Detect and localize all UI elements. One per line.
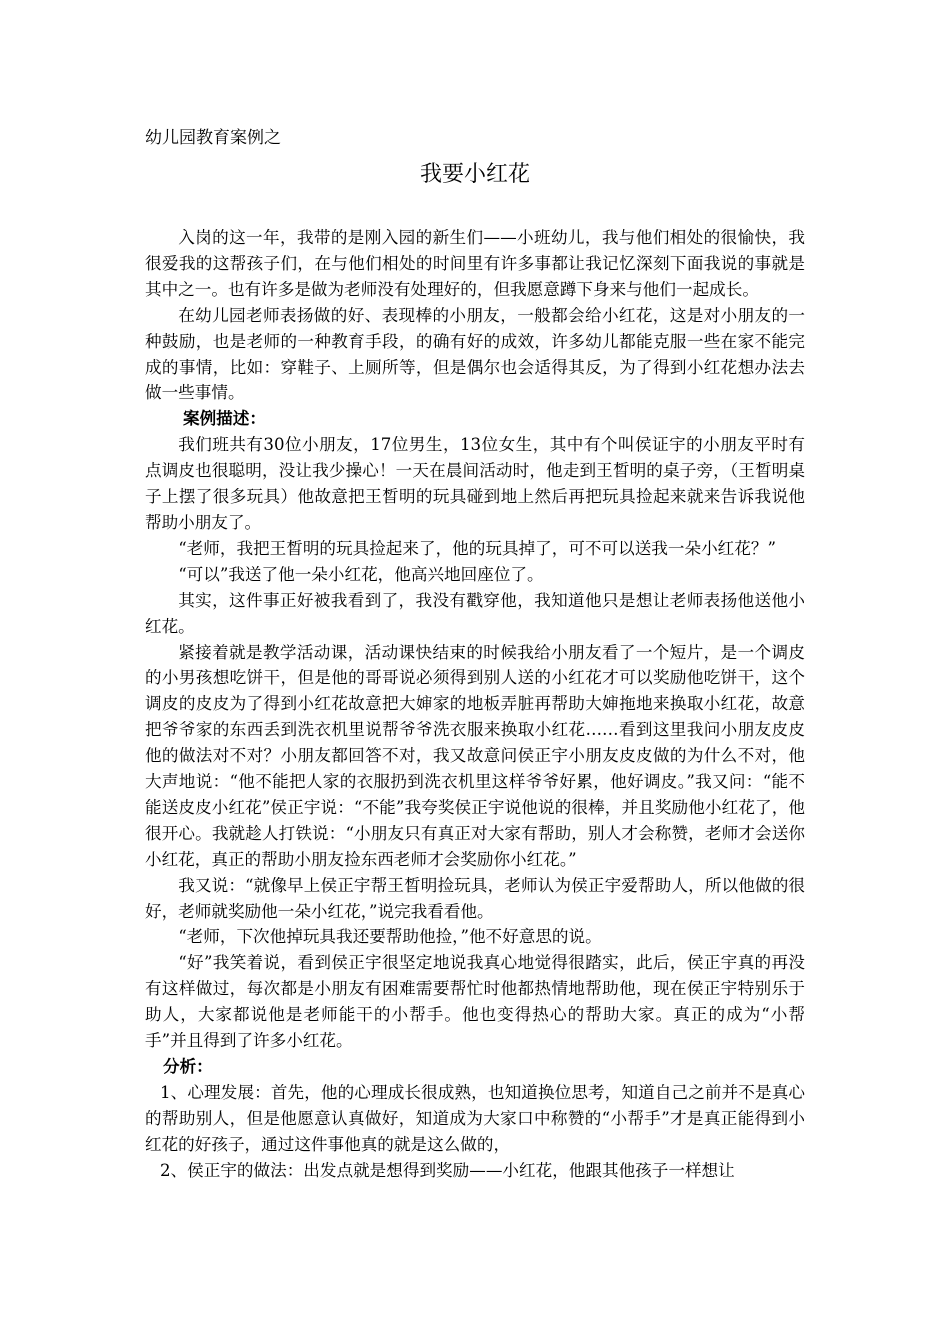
intro-paragraph: 入岗的这一年，我带的是刚入园的新生们——小班幼儿，我与他们相处的很愉快，我很爱我的这帮孩子们，在与他们相处的时间里有许多事都让我记忆深刻下面我说的事就是其中之一。也有许多是做为老师没有处理好的，但我愿意蹲下身来与他们一起成长。: [145, 228, 805, 299]
case-paragraph: 其实，这件事正好被我看到了，我没有戳穿他，我知道他只是想让老师表扬他送他小红花。: [145, 590, 805, 636]
case-paragraph: “老师，我把王晳明的玩具捡起来了，他的玩具掉了，可不可以送我一朵小红花？”: [178, 538, 776, 558]
series-label: 幼儿园教育案例之: [145, 128, 281, 148]
case-paragraph: 我又说：“就像早上侯正宇帮王晳明捡玩具，老师认为侯正宇爱帮助人，所以他做的很好，老师就奖励他一朵小红花，”说完我看看他。: [145, 875, 805, 921]
case-paragraph: 紧接着就是教学活动课，活动课快结束的时候我给小朋友看了一个短片，是一个调皮的小男孩想吃饼干，但是他的哥哥说必须得到别人送的小红花才可以奖励他吃饼干，这个调皮的皮皮为了得到小红花故意把大婶家的地板弄脏再帮助大婶拖地来换取小红花，故意把爷爷家的东西丢到洗衣机里说帮爷爷洗衣服来换取小红花……看到这里我问小朋友皮皮他的做法对不对？小朋友都回答不对，我又故意问侯正宇小朋友皮皮做的为什么不对，他大声地说：“他不能把人家的衣服扔到洗衣机里这样爷爷好累，他好调皮。”我又问：“能不能送皮皮小红花”侯正宇说：“不能”我夸奖侯正宇说他说的很棒，并且奖励他小红花了，他很开心。我就趁人打铁说：“小朋友只有真正对大家有帮助，别人才会称赞，老师才会送你小红花，真正的帮助小朋友捡东西老师才会奖励你小红花。”: [145, 642, 805, 869]
analysis-item: 2、侯正宇的做法：出发点就是想得到奖励——小红花，他跟其他孩子一样想让: [160, 1160, 735, 1180]
section-heading-analysis: 分析：: [163, 1057, 213, 1076]
case-paragraph: “可以”我送了他一朵小红花，他高兴地回座位了。: [178, 564, 544, 584]
section-heading-case: 案例描述：: [183, 409, 266, 429]
intro-paragraph: 在幼儿园老师表扬做的好、表现棒的小朋友，一般都会给小红花，这是对小朋友的一种鼓励，也是老师的一种教育手段，的确有好的成效，许多幼儿都能克服一些在家不能完成的事情，比如：穿鞋子、上厕所等，但是偶尔也会适得其反，为了得到小红花想办法去做一些事情。: [145, 305, 805, 403]
case-paragraph: “好”我笑着说，看到侯正宇很坚定地说我真心地觉得很踏实，此后，侯正宇真的再没有这样做过，每次都是小朋友有困难需要帮忙时他都热情地帮助他，现在侯正宇特别乐于助人，大家都说他是老师能干的小帮手。他也变得热心的帮助大家。真正的成为“小帮手”并且得到了许多小红花。: [145, 953, 805, 1051]
article-body: [145, 225, 805, 1184]
case-paragraph: 我们班共有30位小朋友，17位男生，13位女生，其中有个叫侯证宇的小朋友平时有点调皮也很聪明，没让我少操心！一天在晨间活动时，他走到王晳明的桌子旁，（王晳明桌子上摆了很多玩具）他故意把王晳明的玩具碰到地上然后再把玩具捡起来就来告诉我说他帮助小朋友了。: [145, 435, 805, 532]
case-paragraph: “老师，下次他掉玩具我还要帮助他捡，”他不好意思的说。: [178, 927, 602, 947]
analysis-item: 1、心理发展：首先，他的心理成长很成熟，也知道换位思考，知道自己之前并不是真心的帮助别人，但是他愿意认真做好，知道成为大家口中称赞的“小帮手”才是真正能得到小红花的好孩子，通过这件事他真的就是这么做的，: [145, 1082, 805, 1154]
page-title: 我要小红花: [419, 162, 530, 187]
